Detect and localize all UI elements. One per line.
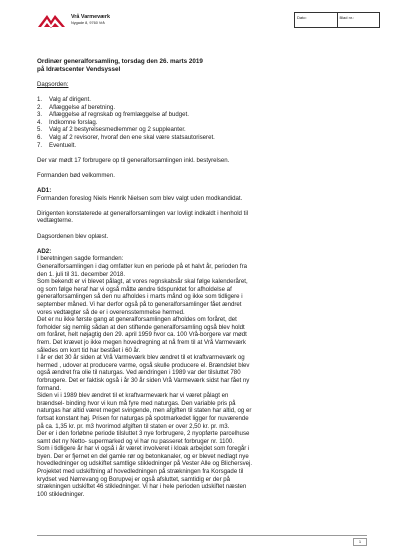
ad2-line: forholder sig nemlig sådan at den stiftende generalforsamling også blev holdt [37,323,245,331]
ad2-line: generalforsamlingen så den nu afholdes i marts månd og ikke som tidligere i [37,293,243,301]
ad2-line: Siden vi i 1989 blev ændret til et kraftvarmeværk har vi været pålagt en [37,392,229,400]
ad2-line: vores vedtægter så de er i overensstemmelse hermed. [37,308,185,316]
page-field [337,13,380,27]
agenda-item: 6. Valg af 2 revisorer, hvoraf den ene skal være statsautoriseret. [37,133,215,141]
ad2-line: Projektet med udskiftning af hovedledningen på strækningen fra Korsgade til [37,468,244,476]
header-info-box [294,12,380,28]
date-field [295,13,337,27]
ad2-paragraph [37,255,367,498]
ad2-line: brændsel- binding hvor vi kun må fyre med naturgas. Den variable pris på [37,399,236,407]
ad2-line: 100 stikledninger. [37,490,85,498]
title-line: Ordinær generalforsamling, torsdag den 26. marts 2019 [37,58,203,65]
ad2-line: I beretningen sagde formanden: [37,255,124,263]
ad2-line: formand. [37,384,62,392]
ad2-line: Generalforsamlingen i dag omfatter kun en periode på et halvt år, perioden fra [37,263,248,271]
logo-mark-icon [37,13,67,29]
welcome-text: Formanden bød velkommen. [37,171,115,179]
company-logo [37,13,137,35]
agenda-heading: Dagsorden: [37,80,69,88]
ad2-line: byen. Der er fjernet en del gamle rør og betonkanaler, og er blevet nedlagt nye [37,452,249,460]
logo-company-address: Nygade 8, 9760 Vrå [71,21,105,25]
ad2-line: og som følge heraf har vi også måtte ændre tidspunktet for afholdelse af [37,285,232,293]
agenda-item: 7. Eventuelt. [37,141,77,149]
ad2-line: samt det ny Netto- supermarked og vi har nu passeret forbruger nr. 1100. [37,437,235,445]
attendance-text: Der var mødt 17 forbrugere op til generalforsamlingen inkl. bestyrelsen. [37,156,230,164]
ad2-line: også ændret fra olie til naturgas. Ved ændringen i 1989 var der tilsluttet 780 [37,369,241,377]
ad2-line: september måned. Vi har derfor også på to generalforsamlinger fået ændret [37,301,242,308]
ad2-line: hermed , udover at producere varme, også skulle producere el. Brændslet blev [37,361,250,369]
agenda-list [37,96,367,149]
ad2-line: Det er nu ikke første gang at generalforsamlingen afholdes om foråret, det [37,316,237,324]
ad2-line: forbrugere. Det er faktisk også i år 30 år siden Vrå Varmeværk sidst har fået ny [37,376,250,384]
ad1-paragraph-2: Dirigenten konstaterede at generalforsamlingen var lovligt indkaldt i henhold til vedtægterne. [37,209,249,225]
ad2-line: Som i tidligere år har vi også i år været involveret i kloak arbejdet som foregår i [37,445,250,453]
agenda-item: 5. Valg af 2 bestyrelsesmedlemmer og 2 suppleanter. [37,126,186,134]
ad2-line: således om kort tid har bestået i 60 år. [37,346,141,354]
ad2-line: Der er i den forløbne periode tilsluttet 3 nye forbrugere, 2 nyopførte parcelhuse [37,430,250,438]
ad2-line: hovedledninger og udskiftet samtlige stikledninger på Vester Alle og Blichersvej. [37,460,253,468]
ad2-line: krydset ved Nørrevang og Borupvej er også afsluttet, samtidig er der på [37,475,231,483]
agenda-item: 4. Indkomne forslag. [37,118,98,126]
ad1-paragraph-3: Dagsordenen blev oplæst. [37,232,109,240]
ad2-line: på ca. 1,35 kr. pr. m3 hvorimod afgiften til staten er over 2,50 kr. pr. m3. [37,422,230,430]
agenda-item: 3. Aflæggelse af regnskab og fremlæggelse af budget. [37,111,189,119]
ad1-heading: AD1: [37,187,52,195]
page-footer [37,535,367,544]
document-body [37,58,367,498]
ad2-line: I år er det 30 år siden at Vrå Varmeværk blev ændret til et kraftvarmeværk og [37,354,245,362]
ad2-line: frem. Det krævet jo ikke megen hovedregning at nå frem til at Vrå Varmeværk [37,338,246,346]
agenda-item: 2. Aflæggelse af beretning. [37,103,116,111]
date-label: Dato: [297,14,307,20]
ad2-line: den 1. juli til 31. december 2018. [37,270,126,278]
ad2-heading: AD2: [37,247,52,255]
ad2-line: naturgas har altid været meget svingende, men afgiften til staten har altid, og er [37,407,252,415]
document-title [37,58,367,73]
ad1-paragraph: Formanden foreslog Niels Henrik Nielsen som blev valgt uden modkandidat. [37,194,243,202]
logo-company-name: Vrå Varmeværk [71,14,110,20]
title-line: på Idrætscenter Vendsyssel [37,65,121,73]
ad2-line: om foråret, helt nøjagtig den 29. april 1959 hvor ca. 100 Vrå-borgere var mødt [37,331,247,339]
ad2-line: strækningen udskiftet 46 stikledninger. Vi har i hele perioden udskiftet næsten [37,483,247,491]
ad2-line: fortsat konstant høj. Prisen for naturgas på spotmarkedet ligger for nuværende [37,414,249,422]
ad2-line: Som bekendt er vi blevet pålagt, at vores regnskabsår skal følge kalenderåret, [37,278,248,286]
page-number: 1 [353,538,367,546]
page-label: Blad nr.: [339,14,355,20]
agenda-item: 1. Valg af dirigent. [37,95,91,103]
